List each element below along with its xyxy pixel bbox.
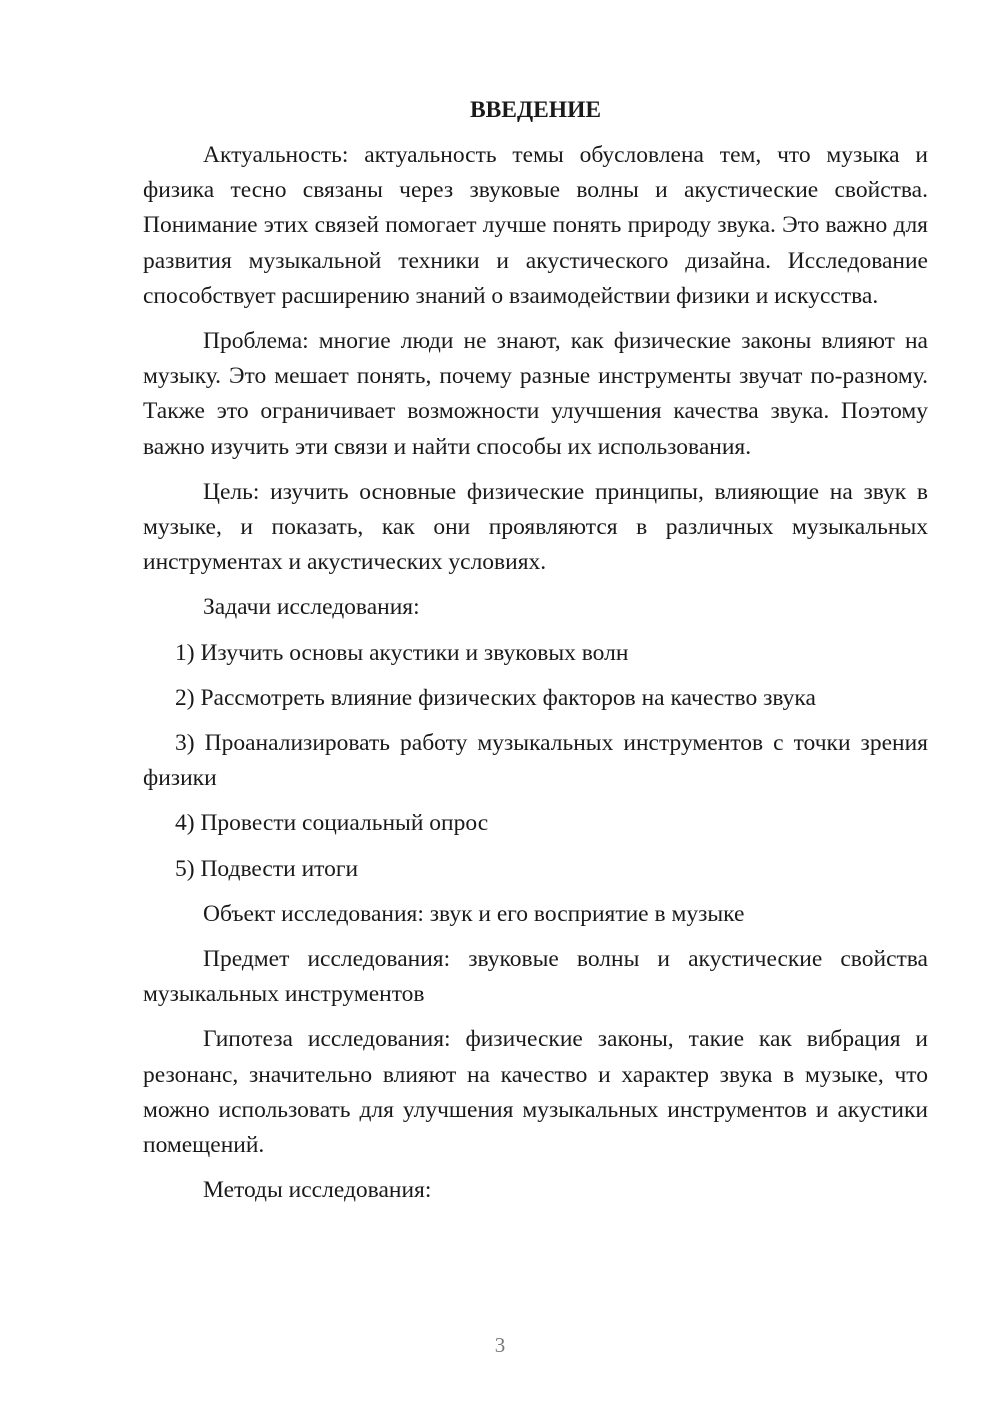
page-number: 3 [494, 1333, 506, 1357]
section-title: ВВЕДЕНИЕ [469, 97, 602, 123]
relevance-paragraph: Актуальность: актуальность темы обусловлена тем, что музыка и физика тесно связаны через звуковые волны и акустические свойства. Понимание этих связей помогает лучше понять природу звука. Это важно для развития музыкальной техники и акустического дизайна. Исследование способствует расширению знаний о взаимодействии физики и искусства. [143, 142, 928, 309]
subject-paragraph: Предмет исследования: звуковые волны и акустические свойства музыкальных инструментов [143, 946, 928, 1008]
methods-heading: Методы исследования: [203, 1177, 432, 1204]
task-item: 4) Провести социальный опрос [175, 810, 489, 837]
task-item: 5) Подвести итоги [175, 855, 359, 882]
task-item: 2) Рассмотреть влияние физических факторов на качество звука [175, 684, 816, 711]
page-content [143, 92, 928, 1218]
goal-paragraph: Цель: изучить основные физические принципы, влияющие на звук в музыке, и показать, как они проявляются в различных музыкальных инструментах и акустических условиях. [143, 478, 928, 576]
problem-paragraph: Проблема: многие люди не знают, как физические законы влияют на музыку. Это мешает понять, почему разные инструменты звучат по-разному. Также это ограничивает возможности улучшения качества звука. Поэтому важно изучить эти связи и найти способы их использования. [143, 328, 928, 460]
task-item: 1) Изучить основы акустики и звуковых волн [175, 639, 629, 666]
hypothesis-paragraph: Гипотеза исследования: физические законы, такие как вибрация и резонанс, значительно влияют на качество и характер звука в музыке, что можно использовать для улучшения музыкальных инструментов и акустики помещений. [143, 1026, 928, 1159]
object-paragraph: Объект исследования: звук и его восприятие в музыке [203, 900, 745, 927]
task-item: 3) Проанализировать работу музыкальных инструментов с точки зрения физики [143, 730, 928, 792]
tasks-heading: Задачи исследования: [203, 594, 420, 621]
